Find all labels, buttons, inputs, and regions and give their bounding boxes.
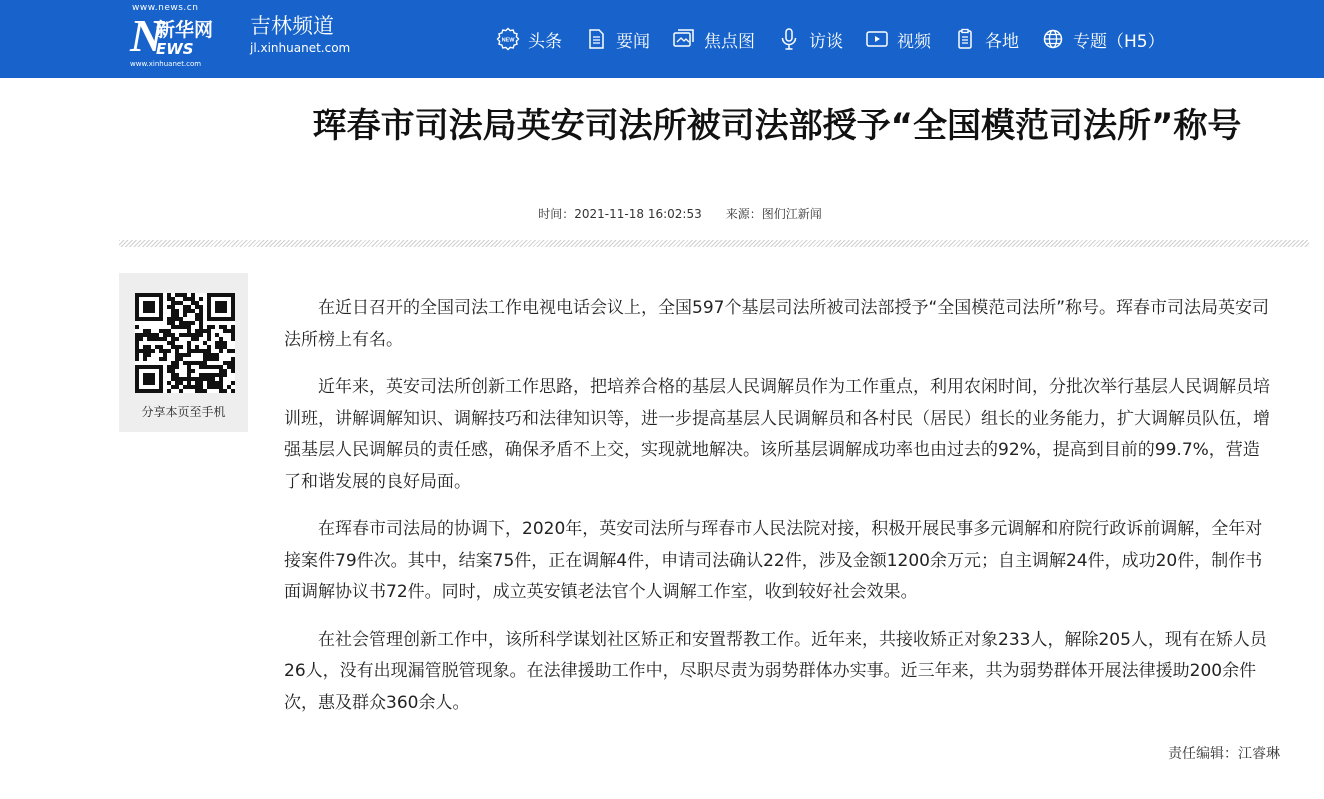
- main-nav: [496, 25, 1187, 53]
- article-title: 珲春市司法局英安司法所被司法部授予“全国模范司法所”称号: [312, 106, 1242, 146]
- paragraph: 近年来，英安司法所创新工作思路，把培养合格的基层人民调解员作为工作重点，利用农闲时间，分批次举行基层人民调解员培训班，讲解调解知识、调解技巧和法律知识等，进一步提高基层人民调解员和各村民（居民）组长的业务能力，扩大调解员队伍，增强基层人民调解员的责任感，确保矛盾不上交，实现就地解决。该所基层调解成功率也由过去的92%，提高到目前的99.7%，营造了和谐发展的良好局面。: [284, 377, 1270, 492]
- title-divider: [119, 240, 1309, 247]
- editor-name: 江睿琳: [1238, 746, 1280, 762]
- globe-icon: [1041, 27, 1065, 51]
- nav-item-fangtan[interactable]: [777, 25, 843, 53]
- nav-label: 各地: [985, 31, 1019, 52]
- gallery-icon: [672, 27, 696, 51]
- video-icon: [865, 27, 889, 51]
- channel-title[interactable]: [250, 14, 350, 55]
- paragraph: 在社会管理创新工作中，该所科学谋划社区矫正和安置帮教工作。近年来，共接收矫正对象233人，解除205人，现有在矫人员26人，没有出现漏管脱管现象。在法律援助工作中，尽职尽责为弱势群体办实事。近三年来，共为弱势群体开展法律援助200余件次，惠及群众360余人。: [284, 629, 1267, 713]
- source-label: 来源：: [725, 207, 762, 221]
- nav-item-shipin[interactable]: [865, 25, 931, 53]
- article-source: 图们江新闻: [761, 207, 822, 221]
- nav-label: 头条: [528, 31, 562, 52]
- nav-label: 访谈: [809, 31, 843, 52]
- document-icon: [584, 27, 608, 51]
- nav-item-zhuanti[interactable]: [1041, 25, 1165, 53]
- nav-item-yaowen[interactable]: [584, 25, 650, 53]
- channel-url: jl.xinhuanet.com: [250, 41, 351, 55]
- share-label: 分享本页至手机: [141, 405, 226, 419]
- logo-top-url: www.news.cn: [132, 3, 199, 13]
- share-qr-panel[interactable]: [119, 273, 248, 432]
- qr-code-icon: [135, 293, 235, 393]
- nav-label: 焦点图: [704, 31, 755, 52]
- time-label: 时间：: [538, 207, 575, 221]
- microphone-icon: [777, 27, 801, 51]
- paragraph: 在近日召开的全国司法工作电视电话会议上，全国597个基层司法所被司法部授予“全国模范司法所”称号。珲春市司法局英安司法所榜上有名。: [284, 298, 1270, 350]
- site-header: [0, 0, 1324, 78]
- nav-item-gedi[interactable]: [953, 25, 1019, 53]
- paragraph: 在珲春市司法局的协调下，2020年，英安司法所与珲春市人民法院对接，积极开展民事多元调解和府院行政诉前调解，全年对接案件79件次。其中，结案75件，正在调解4件，申请司法确认22件，涉及金额1200余万元；自主调解24件，成功20件，制作书面调解协议书72件。同时，成立英安镇老法官个人调解工作室，收到较好社会效果。: [284, 519, 1263, 602]
- nav-label: 视频: [897, 31, 931, 52]
- list-icon: [953, 27, 977, 51]
- channel-name: 吉林频道: [250, 14, 334, 38]
- nav-label: 要闻: [616, 31, 650, 52]
- nav-label: 专题（H5）: [1073, 31, 1165, 52]
- article-meta: [0, 205, 1324, 222]
- logo-letter-n: N: [130, 10, 164, 61]
- nav-item-toutiao[interactable]: [496, 25, 562, 53]
- xinhuanet-logo[interactable]: [128, 3, 228, 73]
- svg-text:NEW: NEW: [501, 37, 515, 44]
- article-body: [284, 293, 1276, 735]
- nav-item-jiaodiantu[interactable]: [672, 25, 755, 53]
- responsible-editor: [1168, 743, 1280, 763]
- editor-label: 责任编辑：: [1168, 746, 1238, 762]
- new-badge-icon: [496, 27, 520, 51]
- publish-time: 2021-11-18 16:02:53: [574, 207, 702, 221]
- logo-brand: 新华网: [156, 19, 214, 41]
- logo-bottom-url: www.xinhuanet.com: [130, 60, 202, 68]
- logo-ews: EWS: [156, 40, 194, 58]
